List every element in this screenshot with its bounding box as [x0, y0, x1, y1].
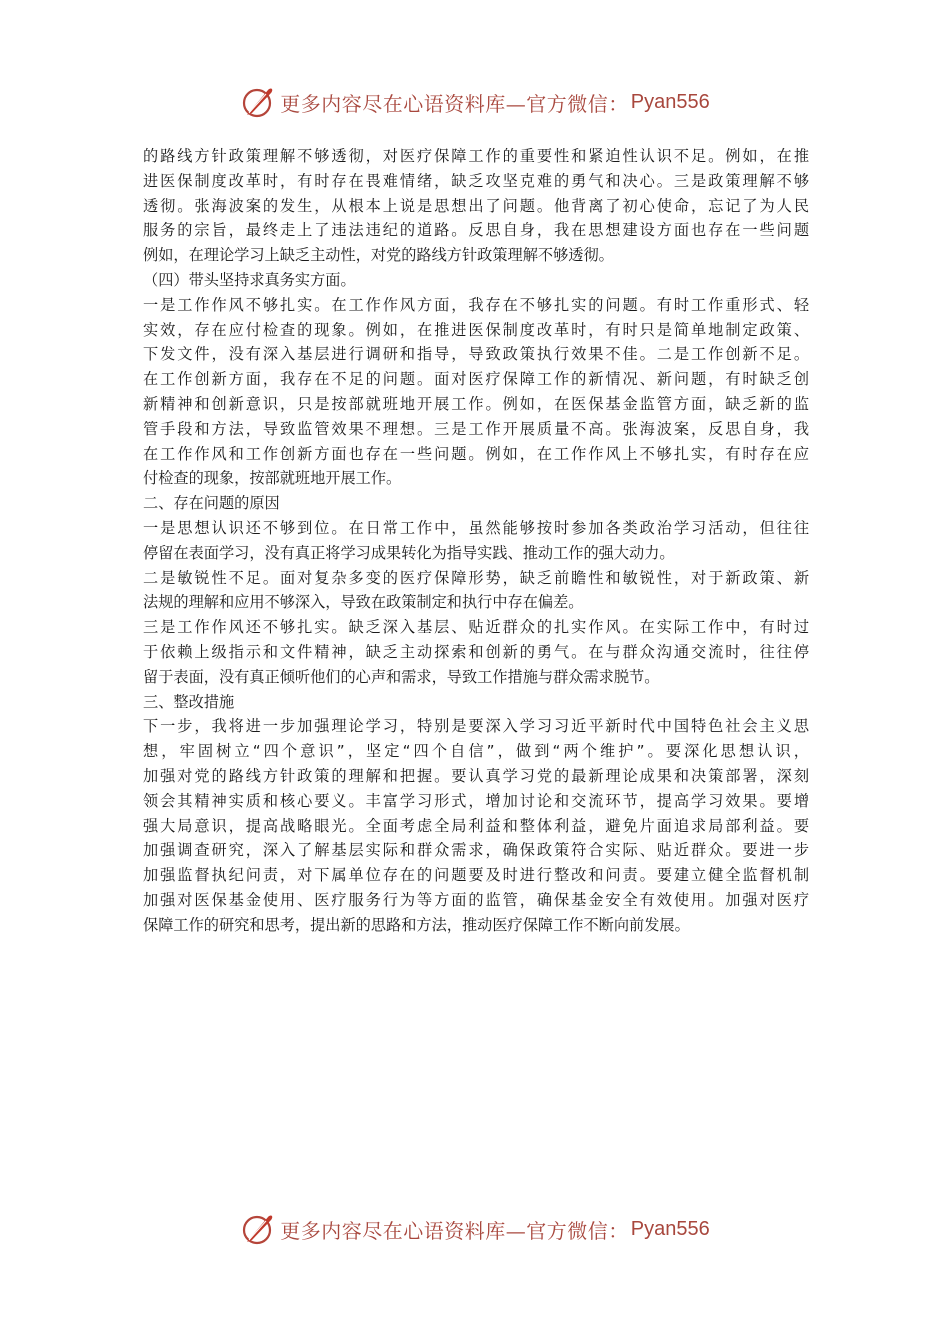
- header-banner-wechat-id: Pyan556: [630, 90, 710, 113]
- text-line: 强大局意识，提高战略眼光。全面考虑全局利益和整体利益，避免片面追求局部利益。要: [143, 816, 809, 835]
- text-line: 进医保制度改革时，有时存在畏难情绪，缺乏攻坚克难的勇气和决心。三是政策理解不够: [143, 171, 809, 190]
- text-line: 加强调查研究，深入了解基层实际和群众需求，确保政策符合实际、贴近群众。要进一步: [143, 841, 809, 860]
- text-line: 实效，存在应付检查的现象。例如，在推进医保制度改革时，有时只是简单地制定政策、: [143, 320, 809, 339]
- section-heading: 二、存在问题的原因: [143, 494, 280, 513]
- footer-banner-wechat-id: Pyan556: [630, 1217, 710, 1240]
- document-body: [143, 144, 809, 938]
- text-line: 三是工作作风还不够扎实。缺乏深入基层、贴近群众的扎实作风。在实际工作中，有时过: [143, 618, 809, 637]
- text-line: 服务的宗旨，最终走上了违法违纪的道路。反思自身，我在思想建设方面也存在一些问题: [143, 221, 809, 240]
- text-line: 加强对党的路线方针政策的理解和把握。要认真学习党的最新理论成果和决策部署，深刻: [143, 766, 809, 785]
- text-line: 停留在表面学习，没有真正将学习成果转化为指导实践、推动工作的强大动力。: [143, 543, 675, 562]
- text-line: 的路线方针政策理解不够透彻，对医疗保障工作的重要性和紧迫性认识不足。例如，在推: [143, 147, 809, 165]
- text-line: 留于表面，没有真正倾听他们的心声和需求，导致工作措施与群众需求脱节。: [143, 667, 660, 686]
- footer-banner: [0, 1209, 950, 1249]
- text-line: 想，牢固树立“四个意识”，坚定“四个自信”，做到“两个维护”。要深化思想认识，: [143, 742, 809, 761]
- text-line: 二是敏锐性不足。面对复杂多变的医疗保障形势，缺乏前瞻性和敏锐性，对于新政策、新: [143, 568, 809, 587]
- text-line: 下发文件，没有深入基层进行调研和指导，导致政策执行效果不佳。二是工作创新不足。: [143, 345, 809, 364]
- text-line: 于依赖上级指示和文件精神，缺乏主动探索和创新的勇气。在与群众沟通交流时，往往停: [143, 642, 809, 661]
- feather-pen-logo-icon: [240, 1211, 276, 1247]
- text-line: 领会其精神实质和核心要义。丰富学习形式，增加讨论和交流环节，提高学习效果。要增: [143, 791, 809, 810]
- text-line: 在工作作风和工作创新方面也存在一些问题。例如，在工作作风上不够扎实，有时存在应: [143, 444, 809, 463]
- text-line: 下一步，我将进一步加强理论学习，特别是要深入学习习近平新时代中国特色社会主义思: [143, 717, 809, 736]
- feather-pen-logo-icon: [240, 84, 276, 120]
- section-heading: （四）带头坚持求真务实方面。: [143, 270, 356, 289]
- text-line: 管手段和方法，导致监管效果不理想。三是工作开展质量不高。张海波案，反思自身，我: [143, 419, 809, 438]
- header-banner: [0, 82, 950, 122]
- text-line: 例如，在理论学习上缺乏主动性，对党的路线方针政策理解不够透彻。: [143, 246, 614, 265]
- text-line: 加强监督执纪问责，对下属单位存在的问题要及时进行整改和问责。要建立健全监督机制: [143, 866, 809, 885]
- text-line: 法规的理解和应用不够深入，导致在政策制定和执行中存在偏差。: [143, 593, 584, 612]
- text-line: 在工作创新方面，我存在不足的问题。面对医疗保障工作的新情况、新问题，有时缺乏创: [143, 370, 809, 389]
- text-line: 一是工作作风不够扎实。在工作作风方面，我存在不够扎实的问题。有时工作重形式、轻: [143, 295, 809, 314]
- footer-banner-text: 更多内容尽在心语资料库—官方微信：: [280, 1218, 629, 1243]
- text-line: 付检查的现象，按部就班地开展工作。: [143, 469, 402, 488]
- text-line: 透彻。张海波案的发生，从根本上说是思想出了问题。他背离了初心使命，忘记了为人民: [143, 196, 809, 215]
- header-banner-text: 更多内容尽在心语资料库—官方微信：: [280, 91, 629, 116]
- text-line: 新精神和创新意识，只是按部就班地开展工作。例如，在医保基金监管方面，缺乏新的监: [143, 394, 809, 413]
- text-line: 保障工作的研究和思考，提出新的思路和方法，推动医疗保障工作不断向前发展。: [143, 915, 690, 934]
- text-line: 加强对医保基金使用、医疗服务行为等方面的监管，确保基金安全有效使用。加强对医疗: [143, 890, 809, 909]
- section-heading: 三、整改措施: [143, 692, 235, 711]
- text-line: 一是思想认识还不够到位。在日常工作中，虽然能够按时参加各类政治学习活动，但往往: [143, 518, 809, 537]
